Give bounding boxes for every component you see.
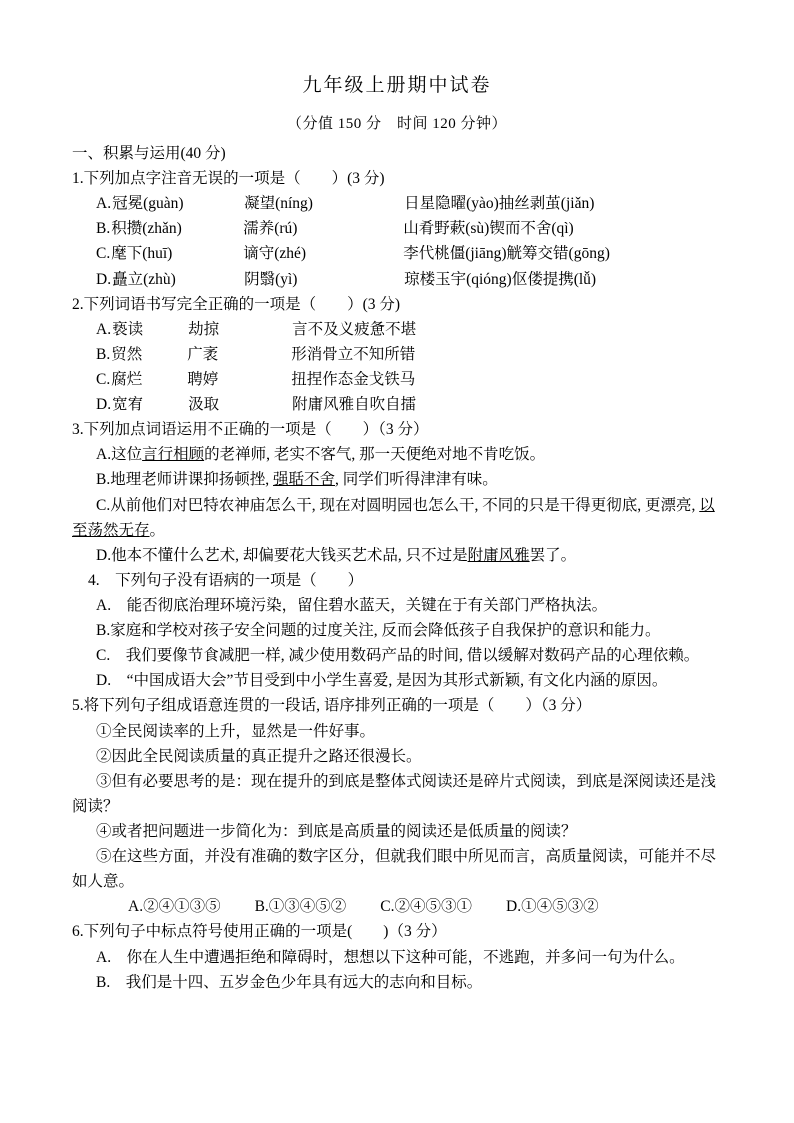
option-cell: 宽宥 (112, 396, 144, 414)
question-5-choice-d[interactable]: D.①④⑤③② (506, 898, 599, 916)
option-cell: 凝望(níng) (244, 195, 313, 213)
option-label: B. (96, 622, 111, 640)
option-cell: 麾下(huī) (111, 245, 173, 263)
option-label: C. (96, 370, 111, 388)
question-2-option-c[interactable] (72, 367, 722, 392)
page-title: 九年级上册期中试卷 (302, 75, 492, 96)
question-2 (72, 292, 722, 418)
question-5-choice-a[interactable]: A.②④①③⑤ (128, 898, 221, 916)
option-label: A. (96, 948, 112, 966)
question-4-option-d[interactable] (72, 668, 722, 693)
question-1-option-a[interactable] (72, 191, 722, 216)
question-1-option-c[interactable] (72, 241, 722, 266)
question-2-stem: 2.下列词语书写完全正确的一项是（ ）(3 分) (72, 295, 401, 313)
question-4-option-a[interactable] (72, 593, 722, 618)
question-5-choices (72, 894, 722, 919)
option-label: D. (96, 546, 112, 564)
option-label: C. (96, 647, 111, 665)
option-cell: 濡养(rú) (243, 220, 298, 238)
question-5 (72, 693, 722, 919)
question-6 (72, 919, 722, 994)
option-cell: 扭捏作态 (291, 370, 354, 388)
question-5-item-3: ③但有必要思考的是：现在提升的到底是整体式阅读还是碎片式阅读，到底是深阅读还是浅阅读？ (72, 772, 717, 815)
option-cell: 腐烂 (111, 370, 143, 388)
option-cell: 不知所错 (353, 345, 416, 363)
section-heading-part-one: 一、积累与运用(40 分) (72, 145, 226, 162)
option-label: D. (96, 396, 112, 414)
option-text: 从前他们对巴特农神庙怎么干, 现在对圆明园也怎么干, 不同的只是干得更彻底, 更漂亮, (110, 496, 700, 514)
option-cell: 抽丝剥茧(jiǎn) (498, 195, 595, 213)
option-cell: 山肴野蔌(sù) (403, 220, 490, 238)
question-4 (72, 568, 722, 694)
option-text: 的老禅师, 老实不客气, 那一天便绝对地不肯吃饭。 (204, 446, 546, 464)
question-3-option-b[interactable] (72, 467, 722, 492)
option-cell: 汲取 (188, 396, 220, 414)
option-text: 这位 (111, 446, 143, 464)
option-label: B. (96, 471, 111, 489)
option-cell: 附庸风雅 (292, 396, 355, 414)
option-text: 能否彻底治理环境污染，留住碧水蓝天，关键在于有关部门严格执法。 (111, 596, 608, 614)
question-2-option-d[interactable] (72, 392, 722, 417)
option-text: 我们是十四、五岁金色少年具有远大的志向和目标。 (110, 973, 483, 991)
option-label: A. (96, 320, 112, 338)
option-cell: 广袤 (187, 345, 219, 363)
option-text: 家庭和学校对孩子安全问题的过度关注, 反而会降低孩子自我保护的意识和能力。 (110, 622, 661, 640)
question-3-option-c[interactable] (72, 493, 722, 543)
option-text: 地理老师讲课抑扬顿挫, (110, 471, 273, 489)
question-1 (72, 166, 722, 292)
option-label: A. (96, 596, 112, 614)
option-cell: 聘婷 (187, 370, 219, 388)
option-label: C. (96, 245, 111, 263)
option-text: 。 (149, 521, 166, 539)
option-label: B. (96, 345, 111, 363)
option-text: , 同学们听得津津有味。 (335, 471, 498, 489)
option-text: 你在人生中遭遇拒绝和障碍时，想想以下这种可能，不逃跑，并多问一句为什么。 (111, 948, 685, 966)
question-4-option-c[interactable] (72, 643, 722, 668)
option-cell: 矗立(zhù) (112, 270, 176, 288)
question-5-item-2: ②因此全民阅读质量的真正提升之路还很漫长。 (96, 747, 422, 765)
option-cell: 冠冕(guàn) (112, 195, 184, 213)
option-cell: 亵读 (112, 320, 144, 338)
option-label: B. (96, 220, 111, 238)
option-cell: 阴翳(yì) (244, 270, 298, 288)
option-label: D. (96, 672, 112, 690)
option-cell: 觥筹交错(gōng) (506, 245, 610, 263)
option-cell: 琼楼玉宇(qióng) (404, 270, 512, 288)
question-6-option-a[interactable] (72, 945, 722, 970)
option-cell: 金戈铁马 (353, 370, 416, 388)
question-1-stem: 1.下列加点字注音无误的一项是（ ）(3 分) (72, 170, 385, 188)
option-cell: 劫掠 (188, 320, 220, 338)
question-3-option-a[interactable] (72, 442, 722, 467)
option-cell: 贸然 (111, 345, 143, 363)
question-3 (72, 417, 722, 568)
question-5-item-4: ④或者把问题进一步简化为：到底是高质量的阅读还是低质量的阅读？ (96, 822, 577, 840)
emphasized-phrase: 以至荡然无存 (72, 496, 715, 539)
option-cell: 日星隐曜(yào) (404, 195, 499, 213)
question-4-stem: 4. 下列句子没有语病的一项是（ ） (88, 571, 364, 589)
question-5-stem: 5.将下列句子组成语意连贯的一段话, 语序排列正确的一项是（ ）（3 分） (72, 697, 592, 715)
option-cell: 言不及义 (292, 320, 355, 338)
question-5-choice-c[interactable]: C.②④⑤③① (380, 898, 473, 916)
question-6-option-b[interactable] (72, 970, 722, 995)
question-2-option-b[interactable] (72, 342, 722, 367)
option-cell: 伛偻提携(lǚ) (511, 270, 597, 288)
question-6-stem: 6.下列句子中标点符号使用正确的一项是( )（3 分） (72, 923, 447, 941)
option-text: 我们要像节食减肥一样, 减少使用数码产品的时间, 借以缓解对数码产品的心理依赖。 (110, 647, 700, 665)
question-3-option-d[interactable] (72, 543, 722, 568)
question-3-stem: 3.下列加点词语运用不正确的一项是（ ）（3 分） (72, 421, 429, 439)
question-2-option-a[interactable] (72, 317, 722, 342)
option-label: B. (96, 973, 111, 991)
emphasized-phrase: 言行相顾 (142, 446, 205, 464)
question-1-option-b[interactable] (72, 216, 722, 241)
exam-meta-line: （分值 150 分 时间 120 分钟） (286, 115, 507, 132)
option-label: A. (96, 446, 112, 464)
option-text: “中国成语大会”节目受到中小学生喜爱, 是因为其形式新颖, 有文化内涵的原因。 (111, 672, 668, 690)
option-cell: 自吹自擂 (354, 396, 417, 414)
option-cell: 李代桃僵(jiāng) (403, 245, 507, 263)
emphasized-phrase: 强聒不舍 (272, 471, 335, 489)
option-label: D. (96, 270, 112, 288)
question-4-option-b[interactable] (72, 618, 722, 643)
option-cell: 积攒(zhǎn) (111, 220, 182, 238)
question-1-option-d[interactable] (72, 267, 722, 292)
option-text: 罢了。 (529, 546, 577, 564)
option-label: A. (96, 195, 112, 213)
option-text: 他本不懂什么艺术, 却偏要花大钱买艺术品, 只不过是 (111, 546, 468, 564)
emphasized-phrase: 附庸风雅 (467, 546, 530, 564)
option-cell: 锲而不舍(qì) (489, 220, 574, 238)
option-cell: 疲惫不堪 (354, 320, 417, 338)
question-5-item-1: ①全民阅读率的上升，显然是一件好事。 (96, 722, 376, 740)
option-cell: 谪守(zhé) (243, 245, 307, 263)
option-label: C. (96, 496, 111, 514)
question-5-choice-b[interactable]: B.①③④⑤② (254, 898, 347, 916)
option-cell: 形消骨立 (291, 345, 354, 363)
question-5-item-5: ⑤在这些方面，并没有准确的数字区分，但就我们眼中所见而言，高质量阅读，可能并不尽如人意。 (72, 848, 717, 891)
